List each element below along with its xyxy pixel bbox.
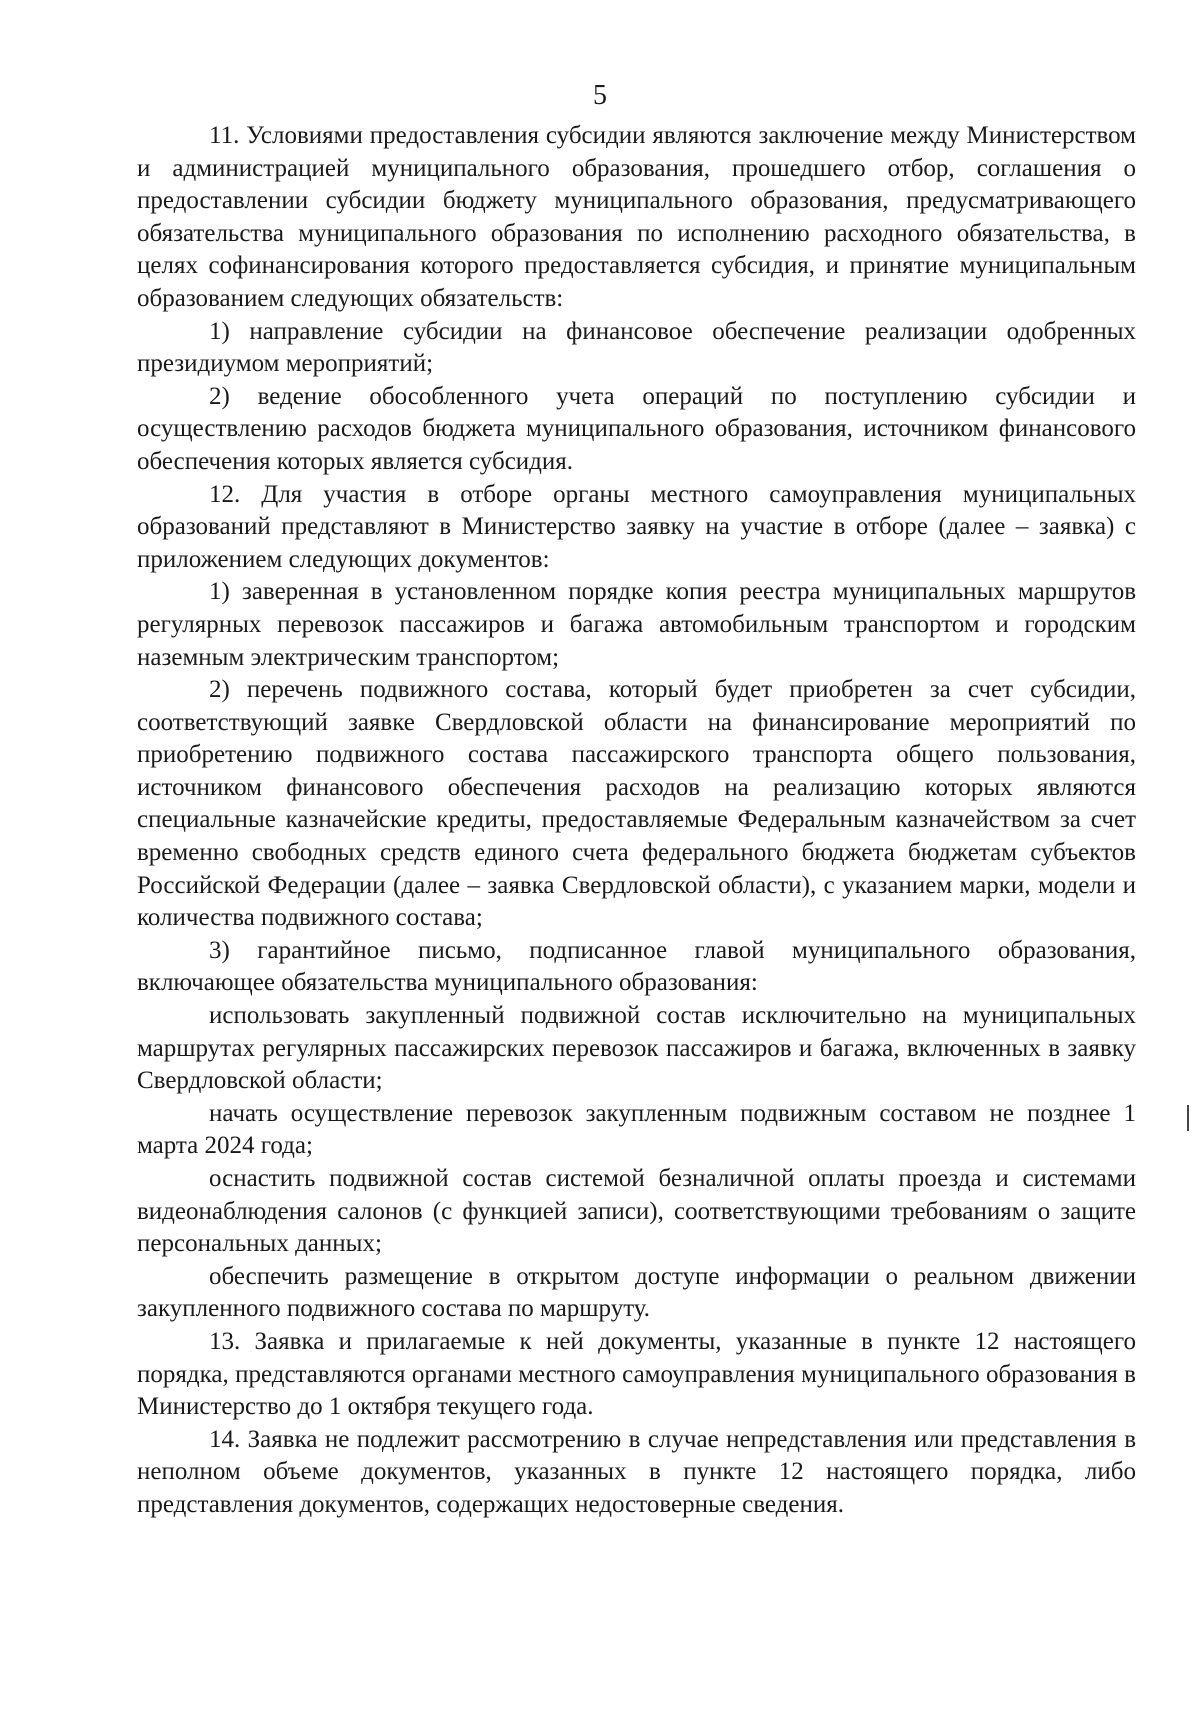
paragraph-12: 12. Для участия в отборе органы местного самоуправления муниципальных образований представляют в Министерство заявку на участие в отборе (далее – заявка) с приложением следующих документов: [137,480,1136,573]
paragraph-12-item-2: 2) перечень подвижного состава, который будет приобретен за счет субсидии, соответствующий заявке Свердловской области на финансирование мероприятий по приобретению подвижного состава пассажирского транспорта общего пользования, источником финансового обеспечения расходов на реализацию которых являются специальные казначейские кредиты, предоставляемые Федеральным казначейством за счет временно свободных средств единого счета федерального бюджета бюджетам субъектов Российской Федерации (далее – заявка Свердловской области), с указанием марки, модели и количества подвижного состава; [137,676,1136,932]
obligation-equip-systems: оснастить подвижной состав системой безналичной оплаты проезда и системами видеонаблюдения салонов (с функцией записи), соответствующими требованиям о защите персональных данных; [137,1165,1136,1258]
paragraph-11-item-1: 1) направление субсидии на финансовое обеспечение реализации одобренных президиумом мероприятий; [137,317,1136,378]
paragraph-12-item-1: 1) заверенная в установленном порядке копия реестра муниципальных маршрутов регулярных перевозок пассажиров и багажа автомобильным транспортом и городским наземным электрическим транспортом; [137,578,1136,671]
paragraph-12-item-3: 3) гарантийное письмо, подписанное главой муниципального образования, включающее обязательства муниципального образования: [137,936,1136,997]
obligation-publish-info: обеспечить размещение в открытом доступе информации о реальном движении закупленного подвижного состава по маршруту. [137,1262,1136,1323]
paragraph-14: 14. Заявка не подлежит рассмотрению в случае непредставления или представления в неполном объеме документов, указанных в пункте 12 настоящего порядка, либо представления документов, содержащих недостоверные сведения. [137,1425,1136,1518]
obligation-use-rolling-stock: использовать закупленный подвижной состав исключительно на муниципальных маршрутах регулярных пассажирских перевозок пассажиров и багажа, включенных в заявку Свердловской области; [137,1002,1136,1095]
scan-artifact-mark [1187,1105,1189,1131]
paragraph-11-item-2: 2) ведение обособленного учета операций по поступлению субсидии и осуществлению расходов бюджета муниципального образования, источником финансового обеспечения которых является субсидия. [137,382,1136,475]
paragraph-13: 13. Заявка и прилагаемые к ней документы, указанные в пункте 12 настоящего порядка, представляются органами местного самоуправления муниципального образования в Министерство до 1 октября текущего года. [137,1327,1136,1421]
obligation-start-transport: начать осуществление перевозок закупленным подвижным составом не позднее 1 марта 2024 года; [137,1099,1136,1160]
paragraph-11: 11. Условиями предоставления субсидии являются заключение между Министерством и администрацией муниципального образования, прошедшего отбор, соглашения о предоставлении субсидии бюджету муниципального образования, предусматривающего обязательства муниципального образования по исполнению расходного обязательства, в целях софинансирования которого предоставляется субсидия, и принятие муниципальным образованием следующих обязательств: [137,122,1136,312]
document-body [137,120,1136,1522]
page-number: 5 [593,80,607,111]
